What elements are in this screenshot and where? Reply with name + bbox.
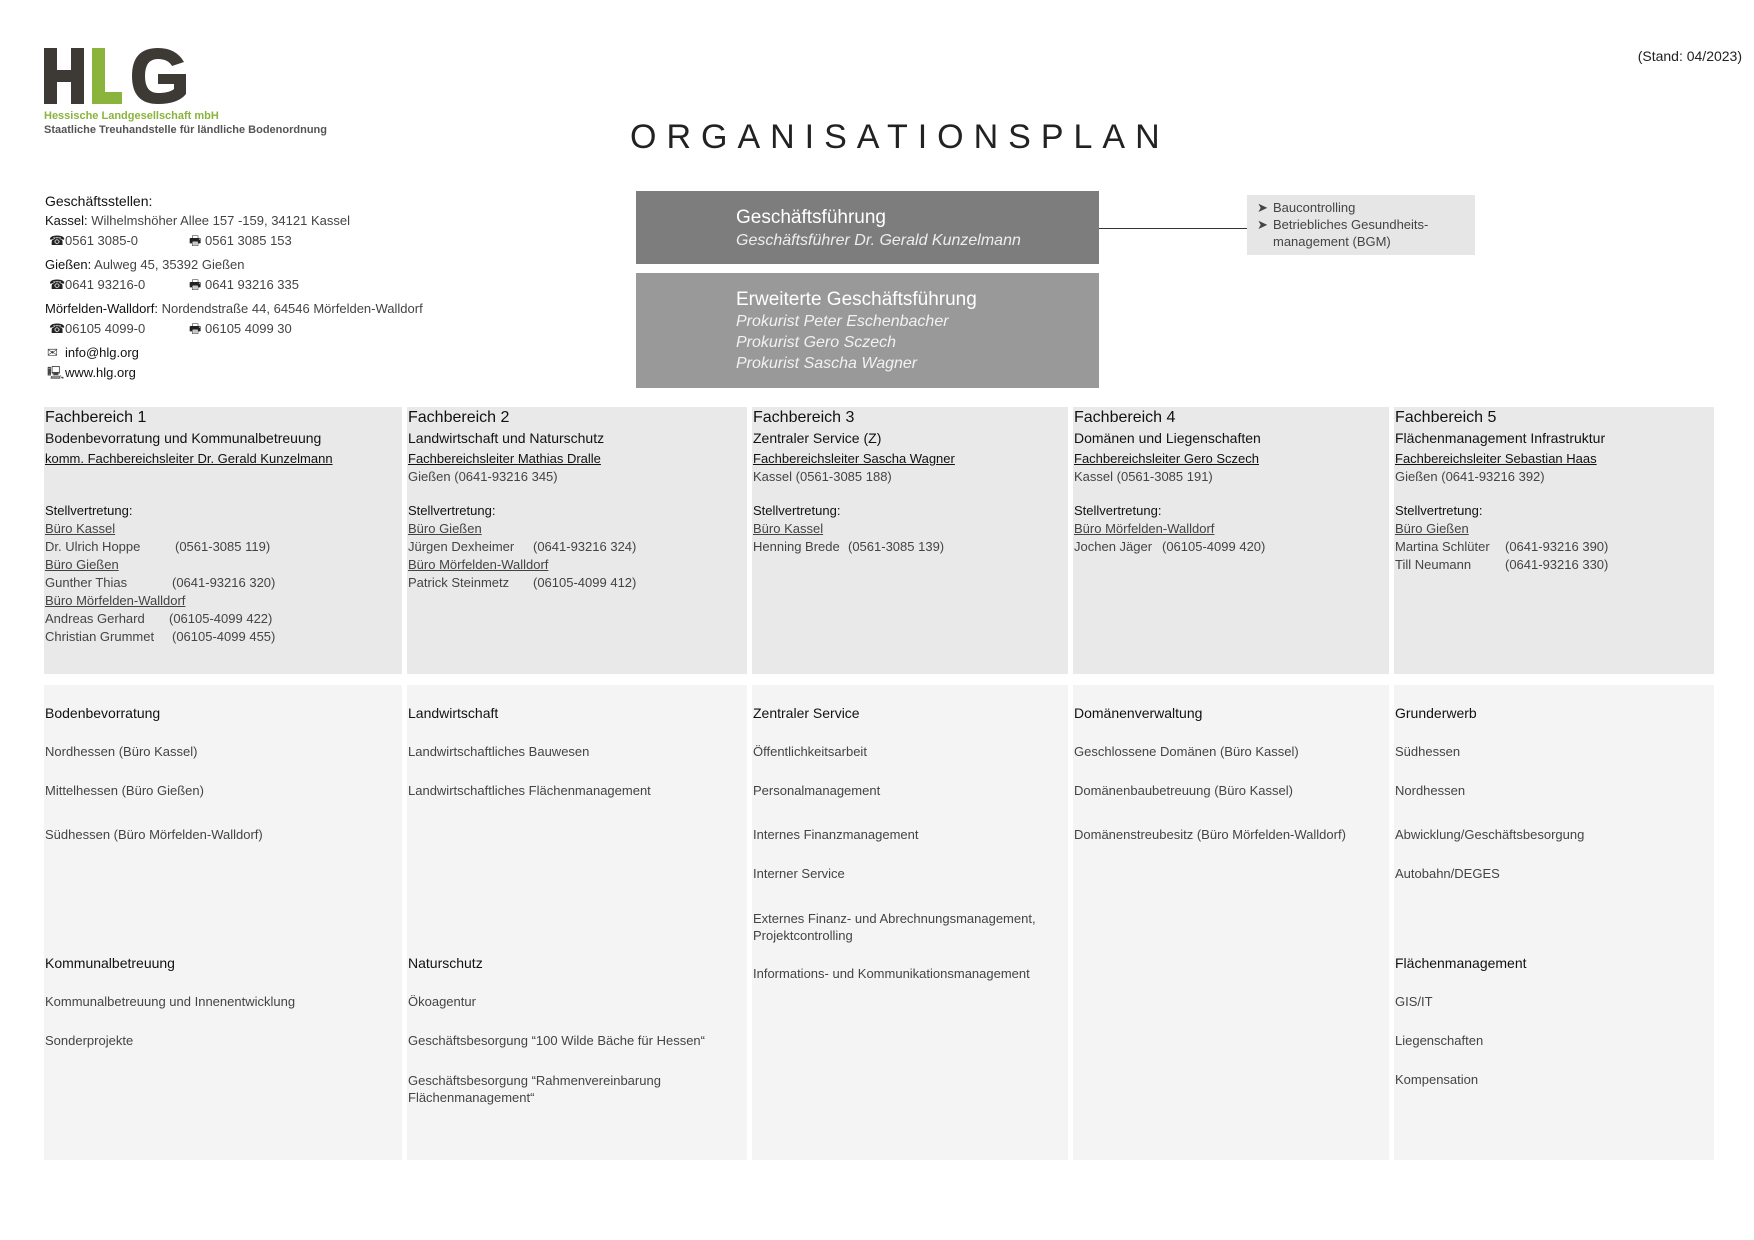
egf-title: Erweiterte Geschäftsführung (736, 289, 977, 310)
logo-tagline: Staatliche Treuhandstelle für ländliche Bodenordnung (44, 124, 327, 136)
column-fb1 (44, 685, 402, 1160)
fb2-deputy-2: Patrick Steinmetz (06105-4099 412) (408, 575, 637, 590)
col4-item: Domänenbaubetreuung (Büro Kassel) (1074, 783, 1293, 798)
fb5-deputy-2: Till Neumann (0641-93216 330) (1395, 557, 1609, 572)
fb5-title: Fachbereich 5 (1395, 409, 1497, 426)
egf-prokurist-1: Prokurist Peter Eschenbacher (736, 313, 949, 330)
fb4-location: Kassel (0561-3085 191) (1074, 469, 1213, 484)
fb2-title: Fachbereich 2 (408, 409, 510, 426)
fb1-deputy-heading: Stellvertretung: (45, 503, 133, 518)
offices-heading: Geschäftsstellen: (45, 193, 153, 209)
col2-section-1: Landwirtschaft (408, 705, 499, 721)
fb1-subtitle: Bodenbevorratung und Kommunalbetreuung (45, 430, 322, 446)
egf-prokurist-3: Prokurist Sascha Wagner (736, 355, 918, 372)
phone-icon: ☎ (49, 277, 66, 292)
fb4-title: Fachbereich 4 (1074, 409, 1176, 426)
staff-unit-baucontrolling: ➤ Baucontrolling (1257, 200, 1356, 215)
col1-section-1: Bodenbevorratung (45, 705, 161, 721)
col1-section-2: Kommunalbetreuung (45, 955, 175, 971)
stand-date: (Stand: 04/2023) (1637, 48, 1742, 64)
fachbereich-1 (44, 407, 402, 674)
col3-item: Informations- und Kommunikationsmanagement (753, 966, 1030, 981)
fb3-title: Fachbereich 3 (753, 409, 855, 426)
column-fb5 (1394, 685, 1714, 1160)
office-kassel: Kassel: Wilhelmshöher Allee 157 -159, 34121 Kassel (45, 213, 350, 228)
fb5-subtitle: Flächenmanagement Infrastruktur (1395, 430, 1606, 446)
col5-item: GIS/IT (1395, 994, 1433, 1009)
column-fb3 (752, 685, 1068, 1160)
fb4-lead: Fachbereichsleiter Gero Sczech (1074, 451, 1259, 466)
fb3-deputy-heading: Stellvertretung: (753, 503, 841, 518)
col1-item: Kommunalbetreuung und Innenentwicklung (45, 994, 296, 1009)
offices-block (45, 191, 495, 383)
col2-item: Landwirtschaftliches Flächenmanagement (408, 783, 651, 798)
col5-item: Nordhessen (1395, 783, 1466, 798)
fb4-subtitle: Domänen und Liegenschaften (1074, 430, 1261, 446)
hlg-logo-mark (44, 48, 194, 106)
office-moerfelden-contacts: ☎06105 4099-0 🖶 06105 4099 30 (45, 319, 495, 339)
col3-item: Interner Service (753, 866, 845, 881)
logo-company-name: Hessische Landgesellschaft mbH (44, 110, 219, 122)
col1-item: Nordhessen (Büro Kassel) (45, 744, 198, 759)
column-fb4 (1073, 685, 1389, 1160)
fax-icon: 🖶 (189, 321, 202, 336)
fb5-office-giessen: Büro Gießen (1395, 521, 1469, 536)
connector-line (1099, 228, 1247, 229)
col3-item: Externes Finanz- und Abrechnungsmanagement, (753, 911, 1036, 926)
fb1-deputy-4: Christian Grummet (06105-4099 455) (45, 629, 276, 644)
fachbereich-2 (407, 407, 747, 674)
office-giessen: Gießen: Aulweg 45, 35392 Gießen (45, 257, 245, 272)
fb4-office-moerfelden: Büro Mörfelden-Walldorf (1074, 521, 1215, 536)
fb1-title: Fachbereich 1 (45, 409, 147, 426)
phone-icon: ☎ (49, 233, 66, 248)
fb1-lead: komm. Fachbereichsleiter Dr. Gerald Kunzelmann (45, 451, 333, 466)
fb1-office-kassel: Büro Kassel (45, 521, 116, 536)
email-line[interactable]: ✉ info@hlg.org (45, 343, 495, 363)
col5-item: Autobahn/DEGES (1395, 866, 1500, 881)
mail-icon: ✉ (47, 345, 58, 360)
erweiterte-geschaeftsfuehrung-box (636, 273, 1099, 388)
fb2-deputy-1: Jürgen Dexheimer (0641-93216 324) (408, 539, 637, 554)
fb4-deputy-1: Jochen Jäger (06105-4099 420) (1074, 539, 1266, 554)
phone-icon: ☎ (49, 321, 66, 336)
col2-item: Geschäftsbesorgung “100 Wilde Bäche für Hessen“ (408, 1033, 705, 1048)
col3-section-1: Zentraler Service (753, 705, 860, 721)
col5-section-2: Flächenmanagement (1395, 955, 1527, 971)
fb1-deputy-2: Gunther Thias (0641-93216 320) (45, 575, 276, 590)
fb1-deputy-1: Dr. Ulrich Hoppe (0561-3085 119) (45, 539, 271, 554)
staff-unit-bgm: ➤ Betriebliches Gesundheits- (1257, 217, 1429, 232)
fachbereich-5 (1394, 407, 1714, 674)
fb2-office-moerfelden: Büro Mörfelden-Walldorf (408, 557, 549, 572)
col3-item-cont: Projektcontrolling (753, 928, 853, 943)
office-moerfelden: Mörfelden-Walldorf: Nordendstraße 44, 64546 Mörfelden-Walldorf (45, 301, 423, 316)
fb2-subtitle: Landwirtschaft und Naturschutz (408, 430, 605, 446)
fb2-location: Gießen (0641-93216 345) (408, 469, 558, 484)
fax-icon: 🖶 (189, 277, 202, 292)
col2-section-2: Naturschutz (408, 955, 483, 971)
col5-item: Südhessen (1395, 744, 1461, 759)
col5-item: Liegenschaften (1395, 1033, 1484, 1048)
col2-item: Ökoagentur (408, 994, 476, 1009)
geschaeftsfuehrung-box (636, 191, 1099, 264)
col5-section-1: Grunderwerb (1395, 705, 1477, 721)
fb3-deputy-1: Henning Brede (0561-3085 139) (753, 539, 945, 554)
staff-unit-bgm-cont: management (BGM) (1273, 234, 1391, 249)
arrow-icon: ➤ (1257, 217, 1268, 232)
col4-section-1: Domänenverwaltung (1074, 705, 1203, 721)
col4-item: Geschlossene Domänen (Büro Kassel) (1074, 744, 1299, 759)
fb3-lead: Fachbereichsleiter Sascha Wagner (753, 451, 955, 466)
arrow-icon: ➤ (1257, 200, 1268, 215)
col2-item: Geschäftsbesorgung “Rahmenvereinbarung (408, 1073, 661, 1088)
col1-item: Südhessen (Büro Mörfelden-Walldorf) (45, 827, 263, 842)
web-line[interactable]: 🖳www.hlg.org (45, 363, 495, 383)
fb5-deputy-1: Martina Schlüter (0641-93216 390) (1395, 539, 1609, 554)
fb5-lead: Fachbereichsleiter Sebastian Haas (1395, 451, 1597, 466)
col2-item-cont: Flächenmanagement“ (408, 1090, 535, 1105)
col3-item: Personalmanagement (753, 783, 881, 798)
col3-item: Internes Finanzmanagement (753, 827, 919, 842)
col1-item: Sonderprojekte (45, 1033, 134, 1048)
column-fb2 (407, 685, 747, 1160)
fb1-office-moerfelden: Büro Mörfelden-Walldorf (45, 593, 186, 608)
fb2-deputy-heading: Stellvertretung: (408, 503, 496, 518)
fax-icon: 🖶 (189, 233, 202, 248)
computer-icon: 🖳 (47, 365, 65, 380)
col5-item: Abwicklung/Geschäftsbesorgung (1395, 827, 1585, 842)
staff-units-box (1247, 195, 1475, 255)
col4-item: Domänenstreubesitz (Büro Mörfelden-Walldorf) (1074, 827, 1346, 842)
page-title: ORGANISATIONSPLAN (630, 118, 1170, 156)
fb1-deputy-3: Andreas Gerhard (06105-4099 422) (45, 611, 273, 626)
col5-item: Kompensation (1395, 1072, 1479, 1087)
fb3-location: Kassel (0561-3085 188) (753, 469, 892, 484)
hlg-logo (44, 48, 344, 136)
office-kassel-contacts: ☎0561 3085-0 🖶 0561 3085 153 (45, 231, 495, 251)
col2-item: Landwirtschaftliches Bauwesen (408, 744, 590, 759)
fb1-office-giessen: Büro Gießen (45, 557, 119, 572)
gf-name: Geschäftsführer Dr. Gerald Kunzelmann (736, 232, 1021, 249)
fb2-lead: Fachbereichsleiter Mathias Dralle (408, 451, 601, 466)
fb3-office-kassel: Büro Kassel (753, 521, 824, 536)
office-giessen-contacts: ☎0641 93216-0 🖶 0641 93216 335 (45, 275, 495, 295)
fachbereich-4 (1073, 407, 1389, 674)
fb4-deputy-heading: Stellvertretung: (1074, 503, 1162, 518)
fb5-location: Gießen (0641-93216 392) (1395, 469, 1545, 484)
fachbereich-3 (752, 407, 1068, 674)
col1-item: Mittelhessen (Büro Gießen) (45, 783, 204, 798)
fb2-office-giessen: Büro Gießen (408, 521, 482, 536)
gf-title: Geschäftsführung (736, 207, 886, 228)
col3-item: Öffentlichkeitsarbeit (753, 744, 867, 759)
egf-prokurist-2: Prokurist Gero Sczech (736, 334, 897, 351)
fb5-deputy-heading: Stellvertretung: (1395, 503, 1483, 518)
fb3-subtitle: Zentraler Service (Z) (753, 430, 882, 446)
